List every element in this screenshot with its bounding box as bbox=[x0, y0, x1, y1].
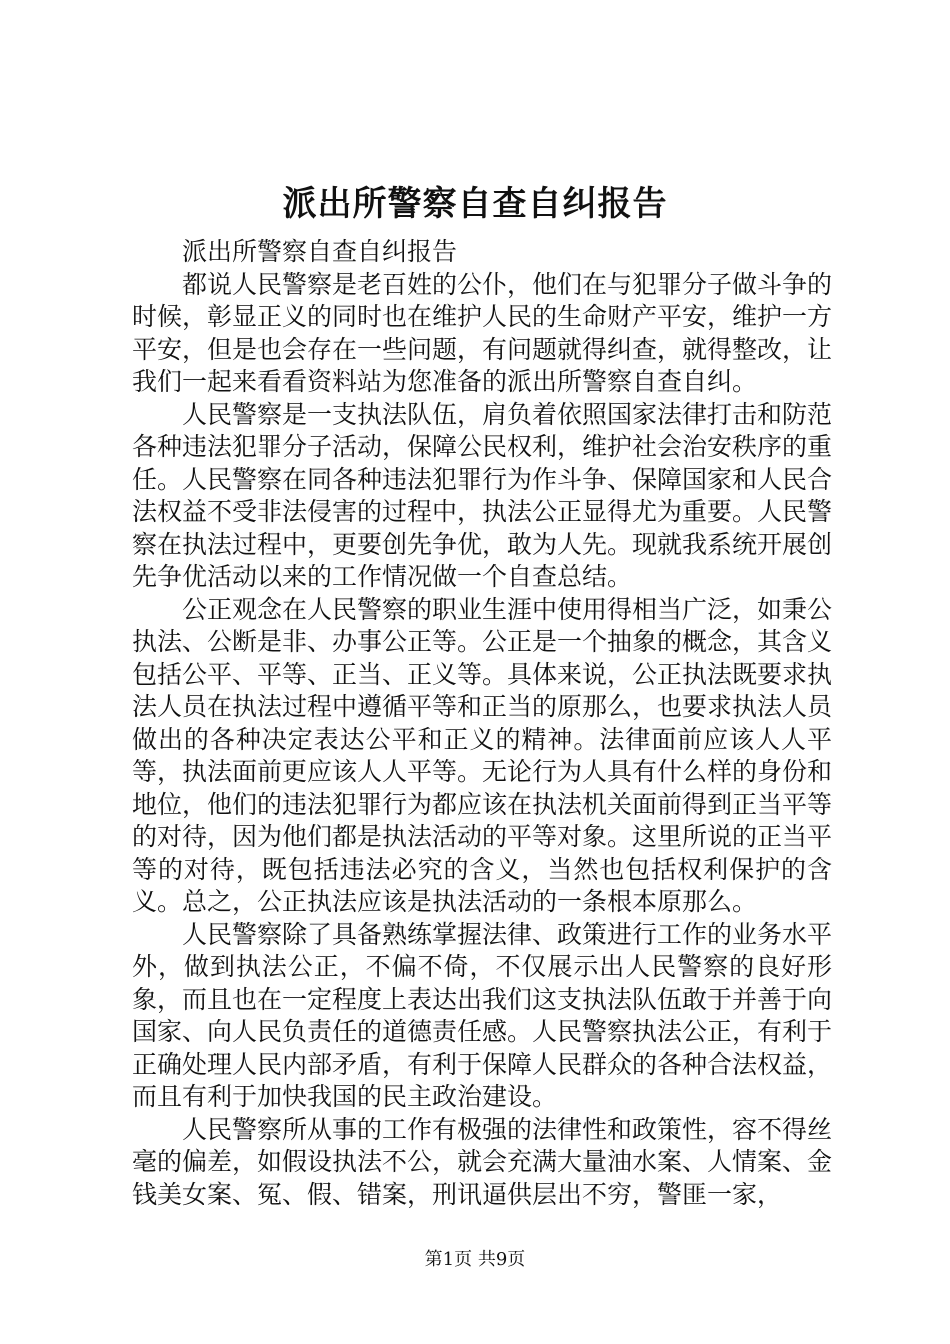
page-footer: 第1页 共9页 bbox=[424, 1249, 526, 1270]
paragraph-duty: 人民警察是一支执法队伍，肩负着依照国家法律打击和防范各种违法犯罪分子活动，保障公民权利，维护社会治安秩序的重任。人民警察在同各种违法犯罪行为作斗争、保障国家和人民合法权益不受非法侵害的过程中，执法公正显得尤为重要。人民警察在执法过程中，更要创先争优，敢为人先。现就我系统开展创先争优活动以来的工作情况做一个自查总结。 bbox=[132, 399, 833, 591]
paragraph-legality: 人民警察所从事的工作有极强的法律性和政策性，容不得丝毫的偏差，如假设执法不公，就会充满大量油水案、人情案、金钱美女案、冤、假、错案，刑讯逼供层出不穷，警匪一家， bbox=[132, 1114, 833, 1209]
paragraph-intro: 都说人民警察是老百姓的公仆，他们在与犯罪分子做斗争的时候，彰显正义的同时也在维护人民的生命财产平安，维护一方平安，但是也会存在一些问题，有问题就得纠查，就得整改，让我们一起来看看资料站为您准备的派出所警察自查自纠。 bbox=[132, 269, 833, 396]
paragraph-subtitle: 派出所警察自查自纠报告 bbox=[182, 237, 458, 266]
paragraph-justice: 公正观念在人民警察的职业生涯中使用得相当广泛，如秉公执法、公断是非、办事公正等。公正是一个抽象的概念，其含义包括公平、平等、正当、正义等。具体来说，公正执法既要求执法人员在执法过程中遵循平等和正当的原那么，也要求执法人员做出的各种决定表达公平和正义的精神。法律面前应该人人平等，执法面前更应该人人平等。无论行为人具有什么样的身份和地位，他们的违法犯罪行为都应该在执法机关面前得到正当平等的对待，因为他们都是执法活动的平等对象。这里所说的正当平等的对待，既包括违法必究的含义，当然也包括权利保护的含义。总之，公正执法应该是执法活动的一条根本原那么。 bbox=[132, 594, 833, 916]
paragraph-professionalism: 人民警察除了具备熟练掌握法律、政策进行工作的业务水平外，做到执法公正，不偏不倚，不仅展示出人民警察的良好形象，而且也在一定程度上表达出我们这支执法队伍敢于并善于向国家、向人民负责任的道德责任感。人民警察执法公正，有利于正确处理人民内部矛盾，有利于保障人民群众的各种合法权益，而且有利于加快我国的民主政治建设。 bbox=[132, 919, 833, 1111]
document-title: 派出所警察自查自纠报告 bbox=[282, 184, 668, 224]
document-body bbox=[132, 236, 832, 1211]
